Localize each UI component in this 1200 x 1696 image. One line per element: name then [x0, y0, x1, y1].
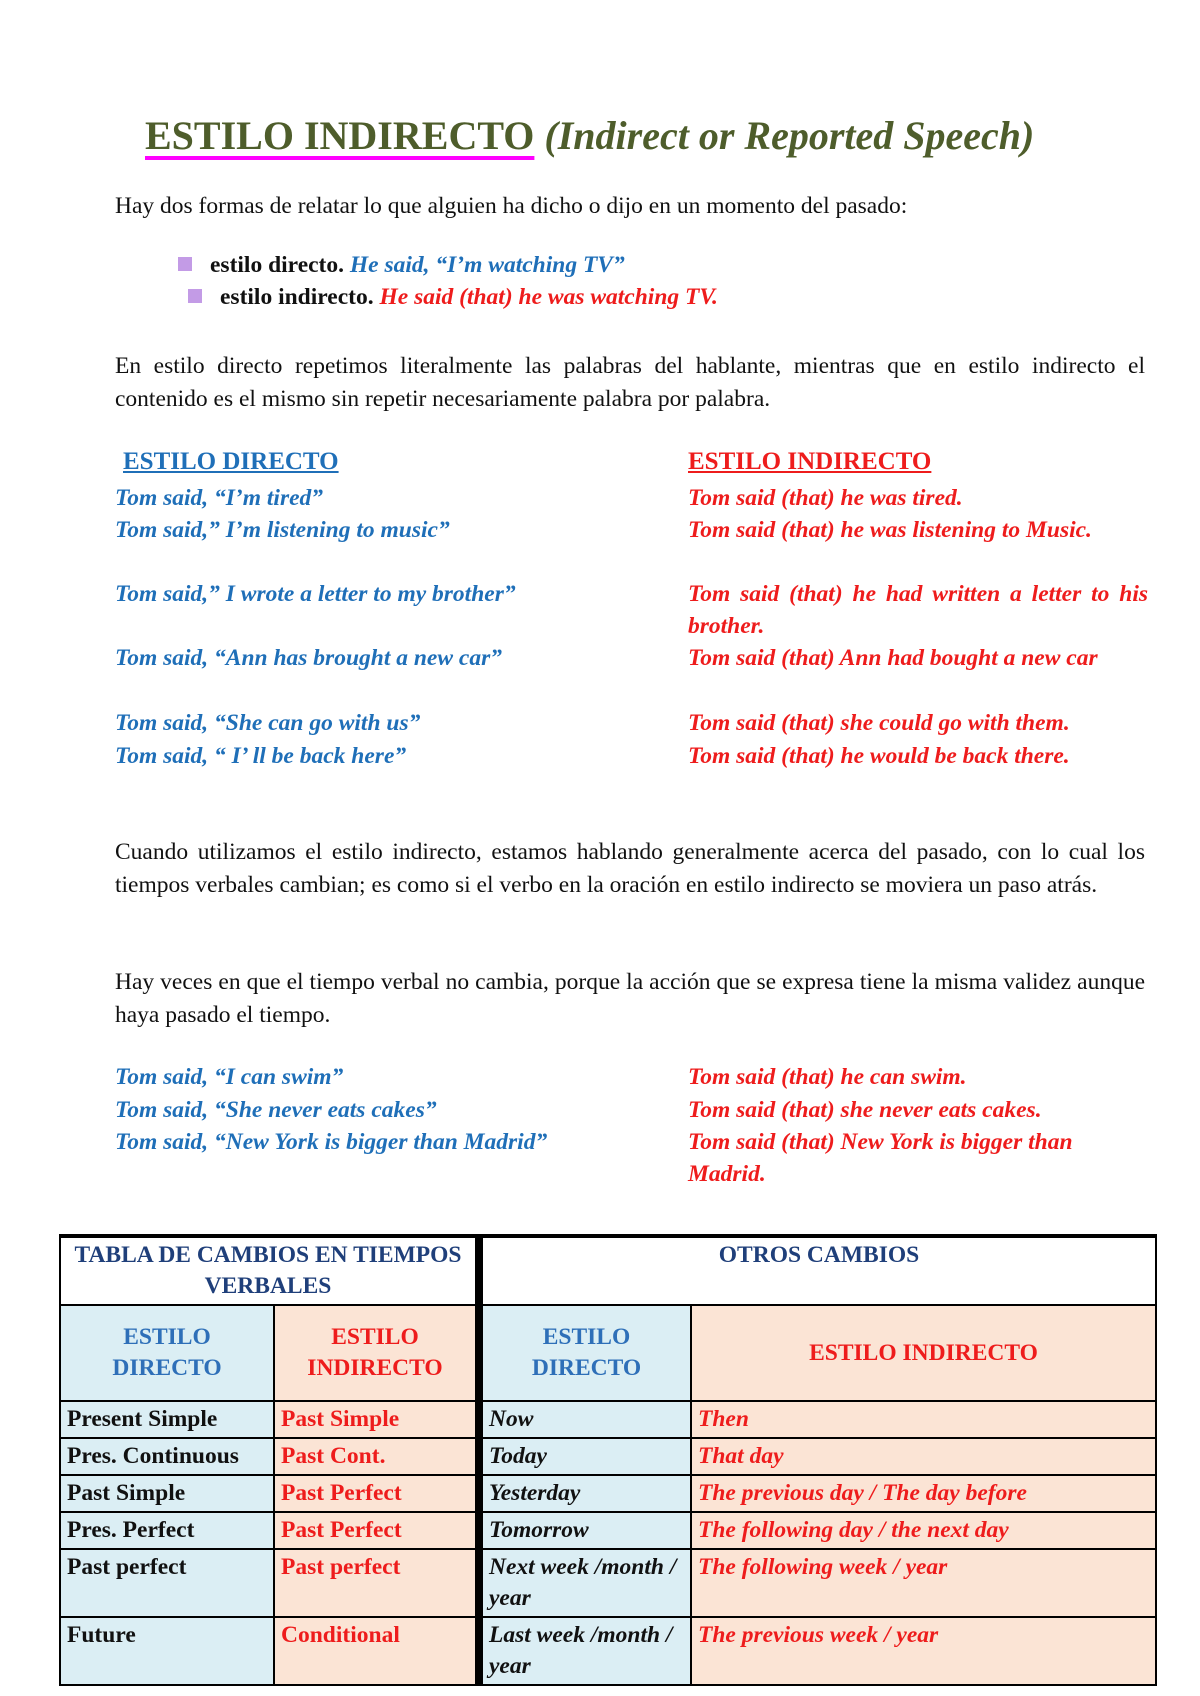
col-header-indirect-other: ESTILO INDIRECTO: [691, 1305, 1156, 1401]
cell: Today: [479, 1438, 691, 1475]
cell: The following day / the next day: [691, 1512, 1156, 1549]
cell: Pres. Continuous: [60, 1438, 274, 1475]
cell: The previous week / year: [691, 1617, 1156, 1685]
cell: Next week /month / year: [479, 1549, 691, 1617]
table-right-title: OTROS CAMBIOS: [479, 1236, 1156, 1305]
example-direct: Tom said, “ I’ ll be back here”: [115, 743, 407, 769]
cell: Future: [60, 1617, 274, 1685]
example-indirect: Tom said (that) Ann had bought a new car: [688, 645, 1098, 671]
table-row: [60, 1401, 1156, 1438]
cell: Past Cont.: [274, 1438, 479, 1475]
bullet-indirect: estilo indirecto. He said (that) he was watching TV.: [188, 284, 718, 311]
bullet-example: He said (that) he was watching TV.: [379, 284, 718, 310]
example-direct: Tom said, “I can swim”: [115, 1064, 344, 1090]
col-header-direct-other: ESTILO DIRECTO: [479, 1305, 691, 1401]
table-row: [60, 1617, 1156, 1685]
header-direct: ESTILO DIRECTO: [123, 448, 339, 475]
cell: Conditional: [274, 1617, 479, 1685]
table-row: [60, 1475, 1156, 1512]
bullet-direct: estilo directo. He said, “I’m watching TV”: [178, 252, 625, 279]
page-title: [145, 112, 1034, 159]
example-indirect: Tom said (that) she never eats cakes.: [688, 1097, 1042, 1123]
cell: Yesterday: [479, 1475, 691, 1512]
example-indirect: Tom said (that) he can swim.: [688, 1064, 967, 1090]
example-direct: Tom said, “She never eats cakes”: [115, 1097, 437, 1123]
table-left-title: TABLA DE CAMBIOS EN TIEMPOS VERBALES: [60, 1236, 479, 1305]
changes-table: [59, 1234, 1157, 1686]
example-direct: Tom said,” I’m listening to music”: [115, 517, 450, 543]
cell: Past Simple: [60, 1475, 274, 1512]
square-bullet-icon: [188, 289, 202, 303]
example-indirect: Tom said (that) he was tired.: [688, 485, 963, 511]
intro-paragraph: Hay dos formas de relatar lo que alguien ha dicho o dijo en un momento del pasado:: [115, 193, 908, 219]
example-indirect: Tom said (that) she could go with them.: [688, 710, 1070, 736]
table-row: [60, 1438, 1156, 1475]
example-direct: Tom said,” I wrote a letter to my brother”: [115, 581, 516, 607]
table-row: [60, 1549, 1156, 1617]
table-title-row: [60, 1236, 1156, 1305]
bullet-label: estilo directo: [210, 252, 339, 278]
cell: The previous day / The day before: [691, 1475, 1156, 1512]
example-direct: Tom said, “She can go with us”: [115, 710, 421, 736]
cell: Past Simple: [274, 1401, 479, 1438]
title-main: ESTILO INDIRECTO: [145, 113, 535, 158]
cell: Now: [479, 1401, 691, 1438]
square-bullet-icon: [178, 257, 192, 271]
cell: Tomorrow: [479, 1512, 691, 1549]
col-header-direct-tense: ESTILO DIRECTO: [60, 1305, 274, 1401]
cell: Past perfect: [274, 1549, 479, 1617]
col-header-indirect-tense: ESTILO INDIRECTO: [274, 1305, 479, 1401]
example-direct: Tom said, “I’m tired”: [115, 485, 324, 511]
example-indirect: Tom said (that) he would be back there.: [688, 743, 1070, 769]
cell: Past Perfect: [274, 1475, 479, 1512]
bullet-label: estilo indirecto: [220, 284, 368, 310]
example-direct: Tom said, “New York is bigger than Madrid”: [115, 1129, 548, 1155]
example-indirect: Tom said (that) New York is bigger than Madrid.: [688, 1129, 1073, 1187]
cell: The following week / year: [691, 1549, 1156, 1617]
cell: Then: [691, 1401, 1156, 1438]
paragraph-explanation: En estilo directo repetimos literalmente las palabras del hablante, mientras que en estilo indirecto el contenido es el mismo sin repetir necesariamente palabra por palabra.: [115, 353, 1145, 412]
cell: Past perfect: [60, 1549, 274, 1617]
example-indirect: Tom said (that) he was listening to Music.: [688, 517, 1092, 543]
example-direct: Tom said, “Ann has brought a new car”: [115, 645, 502, 671]
table-header-row: [60, 1305, 1156, 1401]
cell: Present Simple: [60, 1401, 274, 1438]
paragraph-no-change: Hay veces en que el tiempo verbal no cambia, porque la acción que se expresa tiene la misma validez aunque haya pasado el tiempo.: [115, 969, 1145, 1028]
paragraph-tense-shift: Cuando utilizamos el estilo indirecto, estamos hablando generalmente acerca del pasado, con lo cual los tiempos verbales cambian; es como si el verbo en la oración en estilo indirecto se moviera un paso atrás.: [115, 839, 1145, 898]
cell: Pres. Perfect: [60, 1512, 274, 1549]
bullet-example: He said, “I’m watching TV”: [349, 252, 625, 278]
cell: That day: [691, 1438, 1156, 1475]
title-sub: (Indirect or Reported Speech): [544, 113, 1035, 158]
table-row: [60, 1512, 1156, 1549]
header-indirect: ESTILO INDIRECTO: [688, 448, 932, 475]
cell: Past Perfect: [274, 1512, 479, 1549]
cell: Last week /month / year: [479, 1617, 691, 1685]
example-indirect: Tom said (that) he had written a letter to his brother.: [688, 581, 1148, 639]
